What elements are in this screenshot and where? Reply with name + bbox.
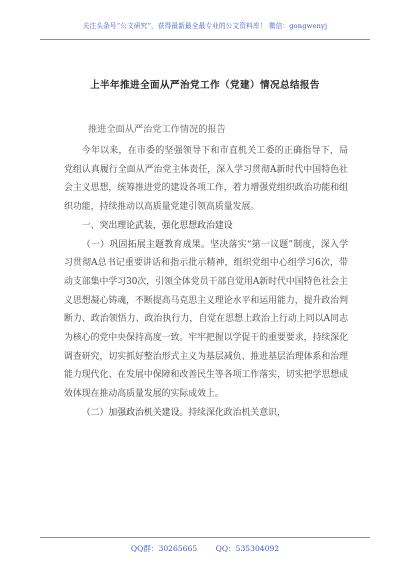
document-title: 上半年推进全面从严治党工作（党建）情况总结报告 [90, 80, 320, 91]
item-paragraph-1 [64, 236, 348, 404]
header-divider [40, 39, 370, 40]
item-label-2: （二）加强政治机关建设。 [81, 407, 189, 418]
footer-divider [40, 537, 370, 538]
item-paragraph-2 [64, 404, 348, 423]
footer-contact [40, 543, 370, 554]
footer-qq: QQ：535304092 [215, 544, 280, 553]
item-text-1: 坚决落实“第一议题”制度，深入学习贯彻A总书记重要讲话和指示批示精神，组织党组中心组学习6次，带动支部集中学习30次，引领全体党员干部自觉用A新时代中国特色社会主义思想凝心铸魂，不断提高马克思主义理论水平和运用能力，提升政治判断力、政治领悟力、政治执行力，自觉在思想上政治上行动上同以A同志为核心的党中央保持高度一致。牢牢把握以学促干的重要要求，持续深化调查研究，切实抓好整治形式主义为基层减负、推进基层治理体系和治理能力现代化、在发展中保障和改善民生等各项工作落实，切实把学思想成效体现在推动高质量发展的实际成效上。 [64, 239, 349, 400]
document-body [64, 142, 348, 423]
document-subheading: 推进全面从严治党工作情况的报告 [88, 124, 226, 135]
item-text-2: 持续深化政治机关意识， [188, 407, 286, 418]
header-banner: 关注头条号“公文研究”，获得最新最全最专业的公文资料库！ 微信：gongwenyj [82, 22, 328, 30]
item-label-1: （一）巩固拓展主题教育成果。 [81, 239, 211, 250]
intro-paragraph: 今年以来，在市委的坚强领导下和市直机关工委的正确指导下，局党组认真履行全面从严治党主体责任，深入学习贯彻A新时代中国特色社会主义思想，统筹推进党的建设各项工作，着力增强党组织政治功能和组织功能，持续推动以高质量党建引领高质量发展。 [64, 146, 348, 213]
section-heading-1: 一、突出理论武装，强化思想政治建设 [81, 220, 233, 231]
footer-qq-group: QQ群：30265665 [130, 544, 198, 553]
